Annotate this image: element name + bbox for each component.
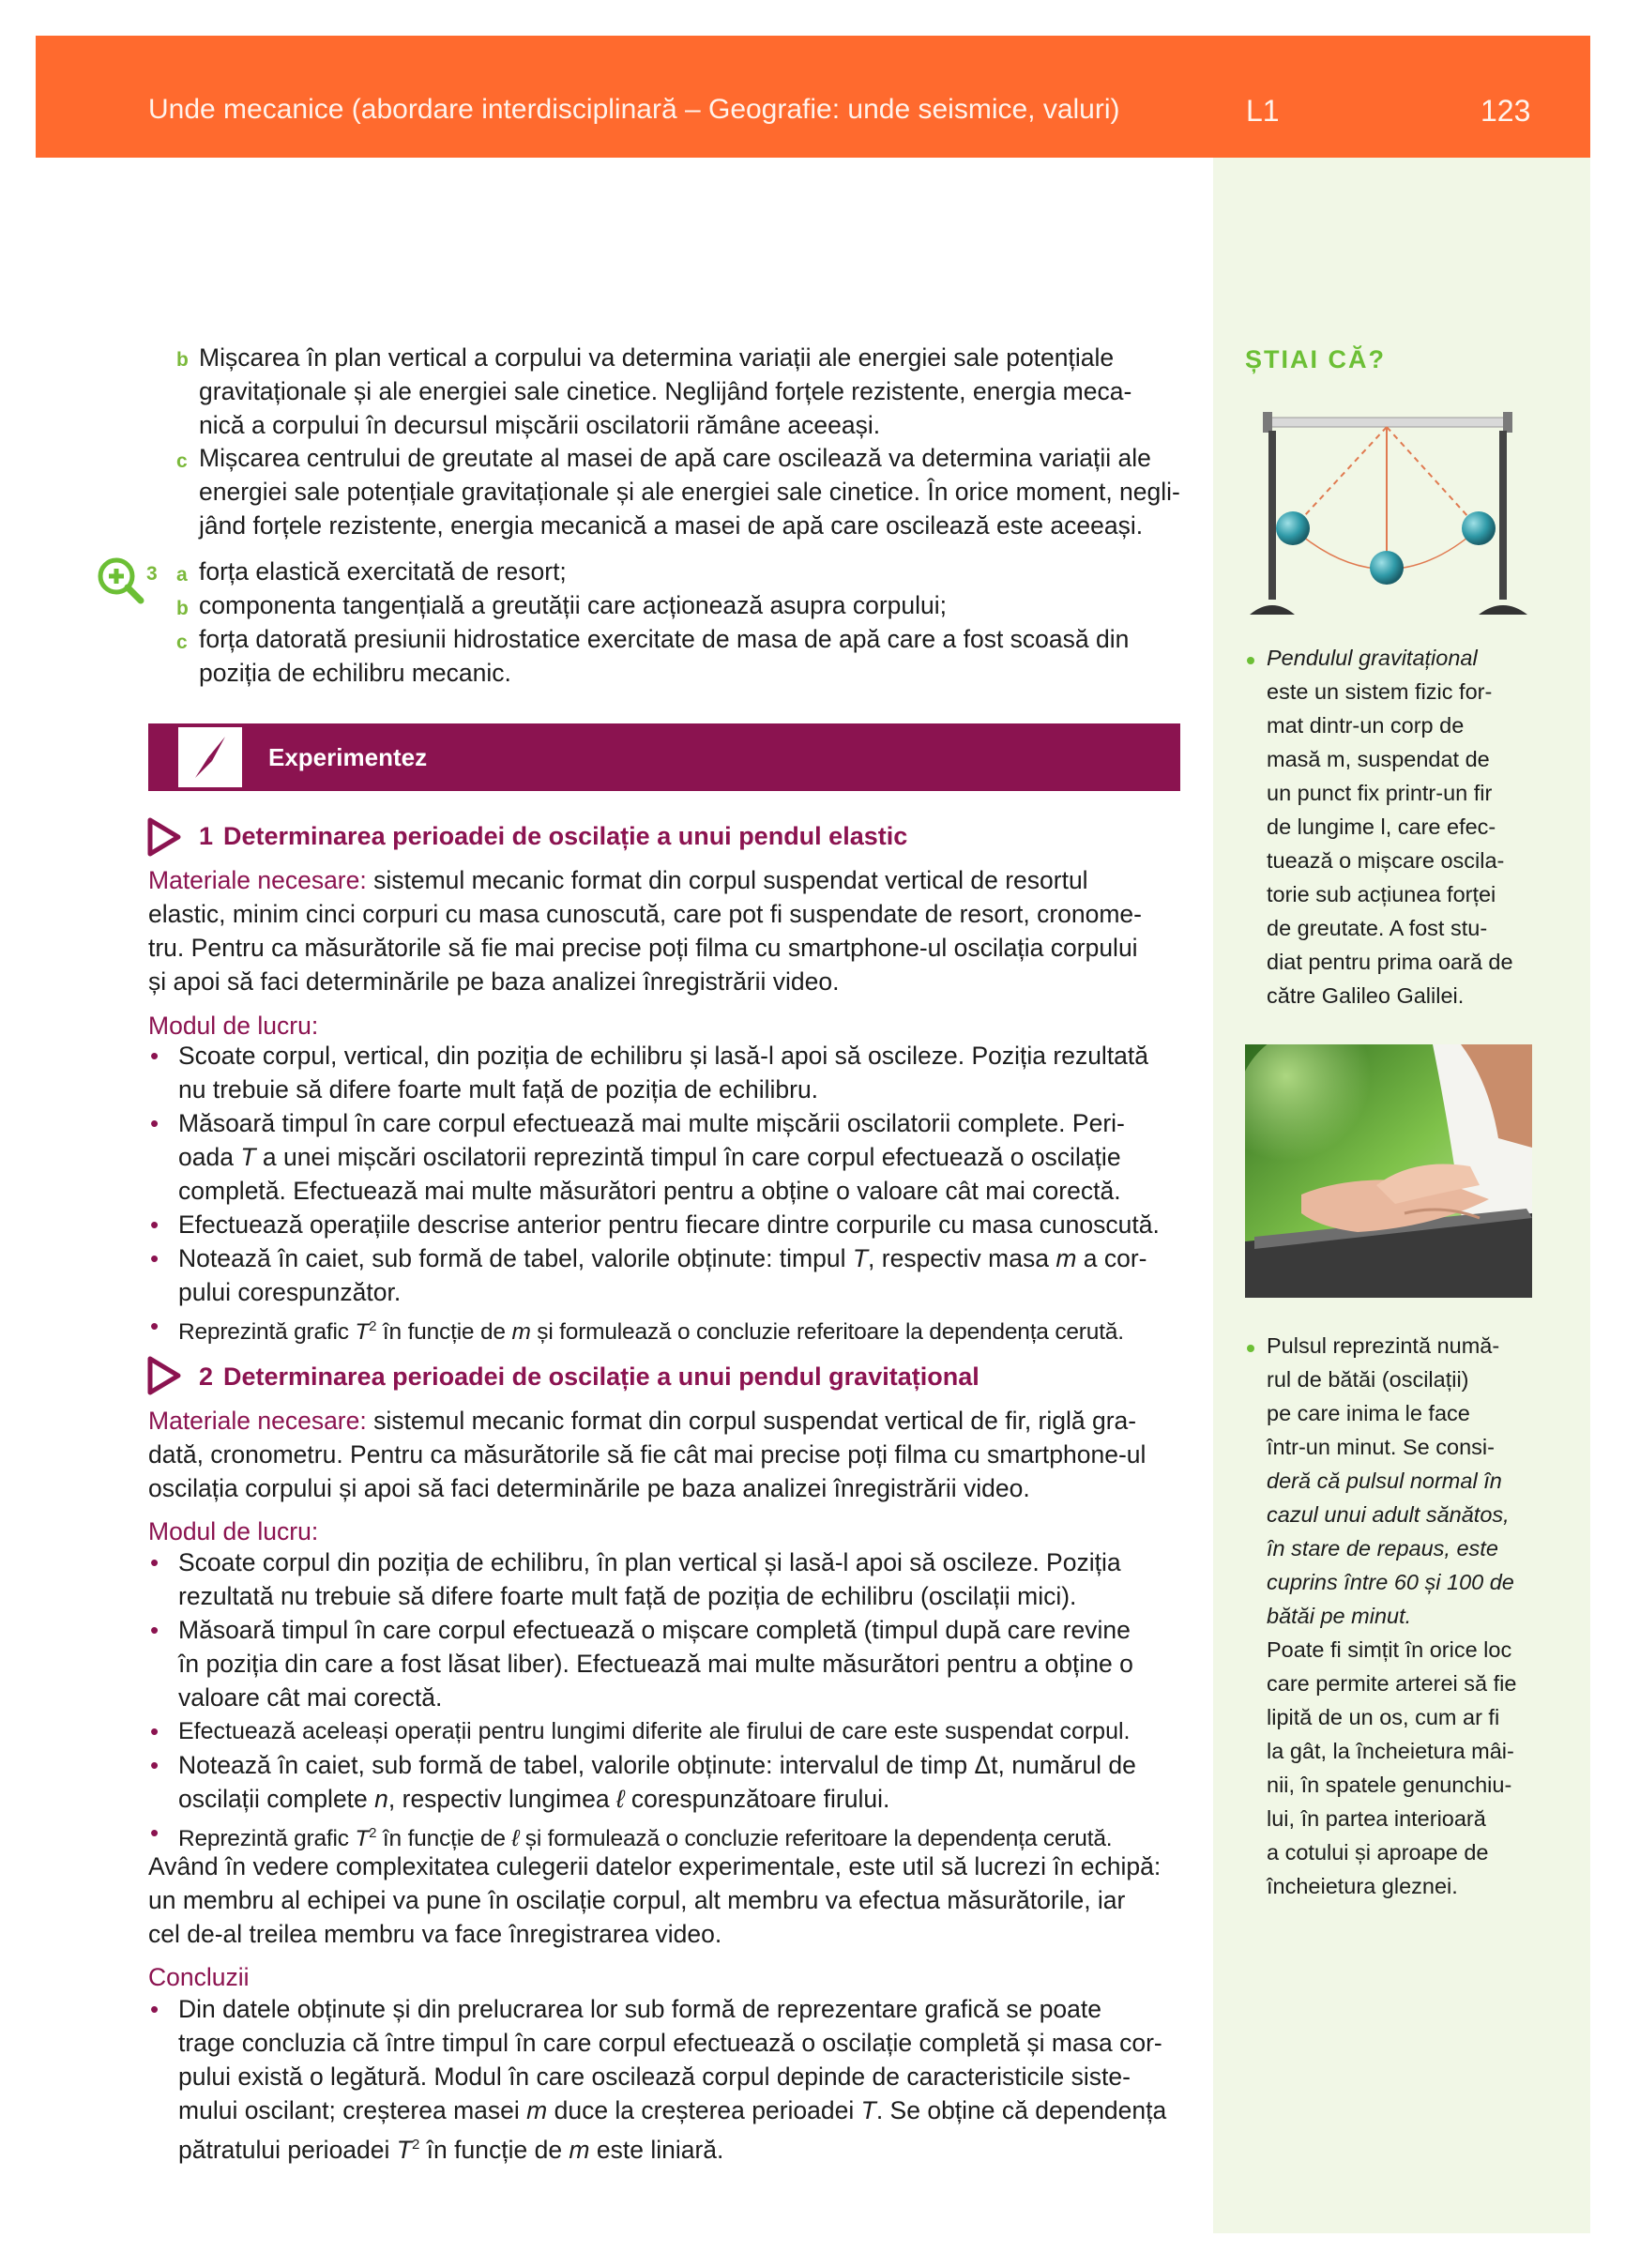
exp2-team-line1: Având în vedere complexitatea culegerii datelor experimentale, este util să lucrezi în echipă: bbox=[148, 1852, 1162, 1880]
conclusions-line4: mului oscilant; creșterea masei m duce la creșterea perioadei T. Se obține că dependența bbox=[178, 2096, 1167, 2124]
answer3-letter-b: b bbox=[176, 598, 189, 619]
exp1-step1-line2: nu trebuie să difere foarte mult față de poziția de echilibru. bbox=[178, 1075, 819, 1104]
exp2-step2-line1: Măsoară timpul în care corpul efectuează o mișcare completă (timpul după care revine bbox=[178, 1616, 1131, 1644]
exp1-step2-line1: Măsoară timpul în care corpul efectuează mai multe mișcării oscilatorii complete. Peri- bbox=[178, 1109, 1125, 1137]
bullet: • bbox=[150, 1717, 159, 1745]
zoom-in-icon bbox=[96, 556, 144, 604]
conclusions-line2: trage concluzia că între timpul în care corpul efectuează o oscilație completă și masa cor- bbox=[178, 2029, 1162, 2057]
compass-icon bbox=[178, 727, 242, 787]
exp1-step4-line2: pului corespunzător. bbox=[178, 1278, 402, 1306]
exp1-step3: Efectuează operațiile descrise anterior pentru fiecare dintre corpurile cu masa cunoscută. bbox=[178, 1210, 1160, 1239]
pulse-line: la gât, la încheietura mâi- bbox=[1267, 1739, 1514, 1763]
page-header bbox=[36, 36, 1590, 158]
bullet: • bbox=[150, 1042, 159, 1070]
exp2-team-line3: cel de-al treilea membru va face înregistrarea video. bbox=[148, 1920, 722, 1948]
play-triangle-icon bbox=[146, 816, 184, 858]
pulse-line: Poate fi simțit în orice loc bbox=[1267, 1637, 1512, 1662]
exp2-step5: Reprezintă grafic $T^2$ în funcție de ℓ și formulează o concluzie referitoare la dependența cerută. bbox=[178, 1825, 1113, 1852]
exp1-step5: Reprezintă grafic $T^2$ în funcție de m și formulează o concluzie referitoare la dependența cerută. bbox=[178, 1318, 1124, 1346]
pulse-line: lui, în partea interioară bbox=[1267, 1806, 1486, 1831]
pulse-line: cuprins între 60 și 100 de bbox=[1267, 1570, 1514, 1594]
pulse-line: rul de bătăi (oscilații) bbox=[1267, 1367, 1469, 1392]
exp2-materials-label: Materiale necesare: bbox=[148, 1407, 367, 1435]
pulse-line: Pulsul reprezintă numă- bbox=[1267, 1333, 1500, 1358]
answer3-letter-a: a bbox=[176, 564, 188, 586]
pulse-line: deră că pulsul normal în bbox=[1267, 1469, 1502, 1493]
pendulum-line: Pendulul gravitațional bbox=[1267, 646, 1478, 670]
section-header-bar bbox=[148, 723, 1180, 791]
pulse-line: a cotului și aproape de bbox=[1267, 1840, 1489, 1865]
answer-c-line2: energiei sale potențiale gravitaționale și ale energiei sale cinetice. În orice moment, negli- bbox=[199, 478, 1180, 506]
pendulum-line: masă m, suspendat de bbox=[1267, 747, 1490, 771]
bullet: • bbox=[150, 1312, 159, 1340]
exp1-materials-label: Materiale necesare: bbox=[148, 866, 367, 894]
pulse-line: cazul unui adult sănătos, bbox=[1267, 1502, 1510, 1527]
conclusions-line3: pului există o legătură. Modul în care oscilează corpul depinde de caracteristicile siste- bbox=[178, 2063, 1131, 2091]
answer-number-3: 3 bbox=[146, 563, 158, 585]
level-label: L1 bbox=[1246, 94, 1280, 128]
pulse-line: nii, în spatele genunchiu- bbox=[1267, 1773, 1512, 1797]
pendulum-illustration bbox=[1237, 408, 1537, 624]
exp2-step3: Efectuează aceleași operații pentru lungimi diferite ale firului de care este suspendat corpul. bbox=[178, 1718, 1131, 1744]
exp1-step4-line1: Notează în caiet, sub formă de tabel, valorile obținute: timpul T, respectiv masa m a cor- bbox=[178, 1244, 1147, 1272]
pendulum-line: diat pentru prima oară de bbox=[1267, 950, 1513, 974]
exp2-step4-line1: Notează în caiet, sub formă de tabel, valorile obținute: intervalul de timp Δt, numărul de bbox=[178, 1751, 1136, 1779]
answer-b-line3: nică a corpului în decursul mișcării oscilatorii rămâne aceeași. bbox=[199, 411, 881, 439]
bullet: • bbox=[150, 1751, 159, 1779]
pulse-line: în stare de repaus, este bbox=[1267, 1536, 1498, 1560]
play-triangle-icon bbox=[146, 1355, 184, 1396]
pendulum-line: către Galileo Galilei. bbox=[1267, 983, 1465, 1008]
chapter-title: Unde mecanice (abordare interdisciplinară – Geografie: unde seismice, valuri) bbox=[148, 94, 1120, 125]
exp2-step2-line3: valoare cât mai corectă. bbox=[178, 1683, 443, 1712]
pulse-photo bbox=[1245, 1044, 1532, 1298]
exp1-method-label: Modul de lucru: bbox=[148, 1012, 319, 1040]
exp1-step1-line1: Scoate corpul, vertical, din poziția de echilibru și lasă-l apoi să oscileze. Poziția rezultată bbox=[178, 1042, 1149, 1070]
exp2-materials-line1: Materiale necesare: sistemul mecanic format din corpul suspendat vertical de fir, riglă gra- bbox=[148, 1407, 1137, 1435]
answer-b-line2: gravitaționale și ale energiei sale cinetice. Neglijând forțele rezistente, energia meca- bbox=[199, 377, 1132, 405]
pulse-line: încheietura gleznei. bbox=[1267, 1874, 1458, 1898]
exp1-step2-line2: oada T a unei mișcări oscilatorii reprezintă timpul în care corpul efectuează o oscilație bbox=[178, 1143, 1121, 1171]
exp1-materials-line1: Materiale necesare: sistemul mecanic format din corpul suspendat vertical de resortul bbox=[148, 866, 1088, 894]
sidebar-title: ȘTIAI CĂ? bbox=[1245, 345, 1386, 373]
exp2-title: Determinarea perioadei de oscilație a unui pendul gravitațional bbox=[223, 1362, 980, 1391]
exp1-materials-line4: și apoi să faci determinările pe baza analizei înregistrării video. bbox=[148, 967, 840, 996]
exp2-step1-line2: rezultată nu trebuie să difere foarte mult față de poziția de echilibru (oscilații mici). bbox=[178, 1582, 1077, 1610]
exp2-materials-line3: oscilația corpului și apoi să faci determinările pe baza analizei înregistrării video. bbox=[148, 1474, 1030, 1502]
exp2-step2-line2: în poziția din care a fost lăsat liber). Efectuează mai multe măsurători pentru a obține o bbox=[178, 1650, 1133, 1678]
answer3-b-text: componenta tangențială a greutății care acționează asupra corpului; bbox=[199, 591, 947, 619]
answer-b-line1: Mișcarea în plan vertical a corpului va determina variații ale energiei sale potențiale bbox=[199, 343, 1115, 372]
answer3-letter-c: c bbox=[176, 632, 188, 653]
answer3-c-line1: forța datorată presiunii hidrostatice exercitate de masa de apă care a fost scoasă din bbox=[199, 625, 1130, 653]
pendulum-line: este un sistem fizic for- bbox=[1267, 679, 1493, 704]
answer3-c-line2: poziția de echilibru mecanic. bbox=[199, 659, 511, 687]
pendulum-line: de greutate. A fost stu- bbox=[1267, 916, 1488, 940]
exp2-method-label: Modul de lucru: bbox=[148, 1517, 319, 1545]
pulse-line: într-un minut. Se consi- bbox=[1267, 1435, 1495, 1459]
exp2-number: 2 bbox=[199, 1362, 214, 1391]
exp2-materials-line2: dată, cronometru. Pentru ca măsurătorile să fie cât mai precise poți filma cu smartphone-ul bbox=[148, 1440, 1147, 1469]
pendulum-line: de lungime l, care efec- bbox=[1267, 814, 1496, 839]
pulse-line: bătăi pe minut. bbox=[1267, 1604, 1412, 1628]
answer-c-line1: Mișcarea centrului de greutate al masei de apă care oscilează va determina variații ale bbox=[199, 444, 1151, 472]
pendulum-line: torie sub acțiunea forței bbox=[1267, 882, 1496, 906]
pulse-line: care permite arterei să fie bbox=[1267, 1671, 1517, 1696]
conclusions-label: Concluzii bbox=[148, 1963, 250, 1991]
bullet: • bbox=[150, 1995, 159, 2023]
exp2-step1-line1: Scoate corpul din poziția de echilibru, în plan vertical și lasă-l apoi să oscileze. Poziția bbox=[178, 1548, 1121, 1576]
pulse-line: lipită de un os, cum ar fi bbox=[1267, 1705, 1500, 1729]
bullet: • bbox=[150, 1819, 159, 1847]
answer3-a-text: forța elastică exercitată de resort; bbox=[199, 557, 567, 586]
pulse-line: pe care inima le face bbox=[1267, 1401, 1470, 1425]
answer-c-line3: jând forțele rezistente, energia mecanică a masei de apă care oscilează este aceeași. bbox=[199, 511, 1144, 540]
exp2-step4-line2: oscilații complete n, respectiv lungimea ℓ corespunzătoare firului. bbox=[178, 1785, 890, 1813]
bullet: • bbox=[150, 1210, 159, 1239]
sidebar-bullet bbox=[1247, 1345, 1254, 1352]
bullet: • bbox=[150, 1244, 159, 1272]
pendulum-line: mat dintr-un corp de bbox=[1267, 713, 1465, 738]
pendulum-line: un punct fix printr-un fir bbox=[1267, 781, 1493, 805]
bullet: • bbox=[150, 1109, 159, 1137]
exp1-title: Determinarea perioadei de oscilație a unui pendul elastic bbox=[223, 822, 908, 850]
pendulum-line: tuează o mișcare oscila- bbox=[1267, 848, 1505, 873]
answer-letter-b: b bbox=[176, 349, 189, 371]
exp1-materials-line3: tru. Pentru ca măsurătorile să fie mai precise poți filma cu smartphone-ul oscilația corpului bbox=[148, 934, 1138, 962]
exp1-number: 1 bbox=[199, 822, 214, 850]
exp1-step2-line3: completă. Efectuează mai multe măsurători pentru a obține o valoare cât mai corectă. bbox=[178, 1177, 1121, 1205]
page-number: 123 bbox=[1481, 94, 1531, 128]
conclusions-line5: pătratului perioadei $T^2$ în funcție de m este liniară. bbox=[178, 2135, 724, 2164]
section-title: Experimentez bbox=[268, 743, 428, 771]
conclusions-line1: Din datele obținute și din prelucrarea lor sub formă de reprezentare grafică se poate bbox=[178, 1995, 1102, 2023]
exp2-team-line2: un membru al echipei va pune în oscilație corpul, alt membru va efectua măsurătorile, iar bbox=[148, 1886, 1126, 1914]
bullet: • bbox=[150, 1548, 159, 1576]
exp1-materials-line2: elastic, minim cinci corpuri cu masa cunoscută, care pot fi suspendate de resort, cronome- bbox=[148, 900, 1142, 928]
sidebar-bullet bbox=[1247, 657, 1254, 664]
bullet: • bbox=[150, 1616, 159, 1644]
answer-letter-c: c bbox=[176, 450, 188, 472]
